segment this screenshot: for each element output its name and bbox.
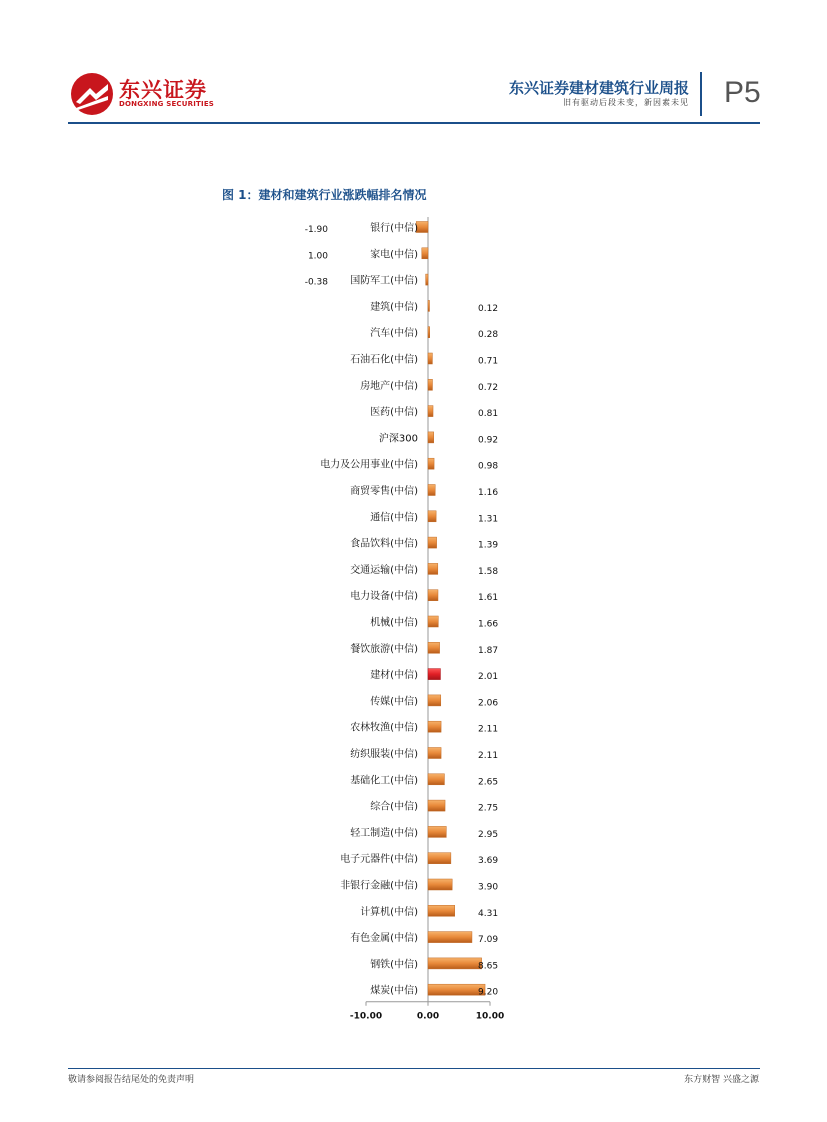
- category-label: 建筑(中信): [370, 301, 418, 313]
- value-label: 0.72: [478, 382, 499, 393]
- bar: [428, 748, 441, 759]
- category-label: 综合(中信): [370, 801, 418, 813]
- value-label: 1.66: [478, 619, 499, 630]
- bar: [428, 511, 436, 522]
- value-label: 1.58: [478, 566, 499, 577]
- category-label: 建材(中信): [370, 670, 418, 682]
- category-label: 农林牧渔(中信): [350, 722, 418, 734]
- value-label: 0.92: [478, 435, 499, 446]
- value-label: 1.00: [307, 251, 328, 262]
- bar: [428, 616, 438, 627]
- bar: [422, 248, 428, 259]
- category-label: 商贸零售(中信): [350, 486, 418, 497]
- bar: [428, 879, 452, 890]
- bar: [428, 590, 438, 601]
- value-label: 0.28: [478, 330, 499, 341]
- bar: [428, 958, 482, 969]
- value-label: 2.11: [478, 751, 499, 761]
- logo-en-text: DONGXING SECURITIES: [119, 100, 215, 108]
- value-label: 0.12: [478, 303, 499, 314]
- category-label: 沪深300: [378, 433, 418, 445]
- bar: [428, 905, 455, 916]
- category-label: 煤炭(中信): [370, 985, 418, 997]
- category-label: 石油石化(中信): [350, 354, 418, 366]
- category-label: 电力设备(中信): [350, 591, 418, 603]
- value-label: 1.87: [478, 645, 499, 656]
- value-label: 2.75: [478, 803, 499, 814]
- value-label: 3.90: [478, 882, 499, 893]
- category-label: 国防军工(中信): [350, 275, 418, 287]
- value-label: -1.90: [304, 225, 328, 235]
- bar: [428, 826, 446, 837]
- x-tick-label: 0.00: [416, 1011, 440, 1022]
- x-tick-label: 10.00: [475, 1011, 505, 1022]
- bar: [428, 721, 441, 732]
- category-label: 家电(中信): [370, 249, 418, 261]
- value-label: 3.69: [478, 856, 499, 867]
- bar: [428, 379, 432, 390]
- category-label: 食品饮料(中信): [350, 538, 418, 550]
- category-label: 交通运输(中信): [350, 564, 418, 576]
- bar: [428, 853, 451, 864]
- bar: [428, 800, 445, 811]
- bar: [428, 774, 444, 785]
- value-label: 1.31: [478, 514, 499, 525]
- bar: [428, 327, 430, 338]
- value-label: 1.16: [478, 488, 499, 498]
- category-label: 电子元器件(中信): [340, 854, 418, 866]
- category-label: 电力及公用事业(中信): [320, 459, 418, 471]
- category-label: 有色金属(中信): [350, 933, 418, 945]
- value-label: 0.81: [478, 409, 499, 420]
- bar: [428, 932, 472, 943]
- footer-rule: [68, 1068, 760, 1069]
- value-label: 2.11: [478, 724, 499, 735]
- page-number: P5: [724, 76, 761, 109]
- report-title: 东兴证券建材建筑行业周报: [508, 79, 689, 97]
- value-label: 2.01: [478, 672, 499, 683]
- footer-slogan: 东方财智 兴盛之源: [684, 1075, 759, 1085]
- category-label: 医药(中信): [370, 407, 418, 419]
- value-label: 0.71: [478, 356, 499, 367]
- value-label: 9.20: [478, 987, 499, 998]
- x-tick-label: -10.00: [349, 1011, 383, 1022]
- category-label: 非银行金融(中信): [340, 880, 418, 892]
- bar: [428, 642, 440, 653]
- bar: [428, 669, 440, 680]
- value-label: 7.09: [478, 935, 499, 946]
- category-label: 汽车(中信): [370, 328, 418, 340]
- category-label: 钢铁(中信): [370, 959, 418, 971]
- bar: [428, 695, 441, 706]
- bar: [426, 274, 428, 285]
- figure-title: 图 1：建材和建筑行业涨跌幅排名情况: [222, 188, 427, 202]
- category-label: 基础化工(中信): [350, 775, 418, 787]
- category-label: 传媒(中信): [370, 696, 418, 708]
- value-label: 1.61: [478, 593, 499, 604]
- category-label: 通信(中信): [370, 512, 418, 524]
- category-label: 房地产(中信): [360, 380, 418, 392]
- value-label: 2.06: [478, 698, 499, 709]
- bar: [428, 406, 433, 417]
- bar: [428, 300, 430, 311]
- bar: [428, 984, 485, 995]
- category-label: 轻工制造(中信): [350, 827, 418, 839]
- footer-disclaimer: 敬请参阅报告结尾处的免责声明: [68, 1075, 195, 1085]
- bar: [428, 537, 437, 548]
- value-label: 1.39: [478, 540, 499, 551]
- value-label: 2.65: [478, 777, 499, 788]
- bar: [428, 485, 435, 496]
- value-label: 0.98: [478, 461, 499, 472]
- category-label: 银行(中信): [370, 223, 418, 234]
- logo-cn-text: 东兴证券: [119, 78, 207, 102]
- bar: [428, 563, 438, 574]
- value-label: 8.65: [478, 961, 499, 972]
- value-label: 4.31: [478, 908, 499, 919]
- category-label: 纺织服装(中信): [350, 749, 418, 760]
- category-label: 机械(中信): [370, 617, 418, 629]
- bar: [428, 432, 434, 443]
- category-label: 餐饮旅游(中信): [350, 643, 418, 655]
- value-label: 2.95: [478, 829, 499, 840]
- value-label: -0.38: [304, 277, 328, 288]
- category-label: 计算机(中信): [360, 906, 418, 918]
- report-subtitle: 旧有驱动后段未变，新因素未见: [563, 98, 689, 107]
- bar: [428, 458, 434, 469]
- bar: [428, 353, 432, 364]
